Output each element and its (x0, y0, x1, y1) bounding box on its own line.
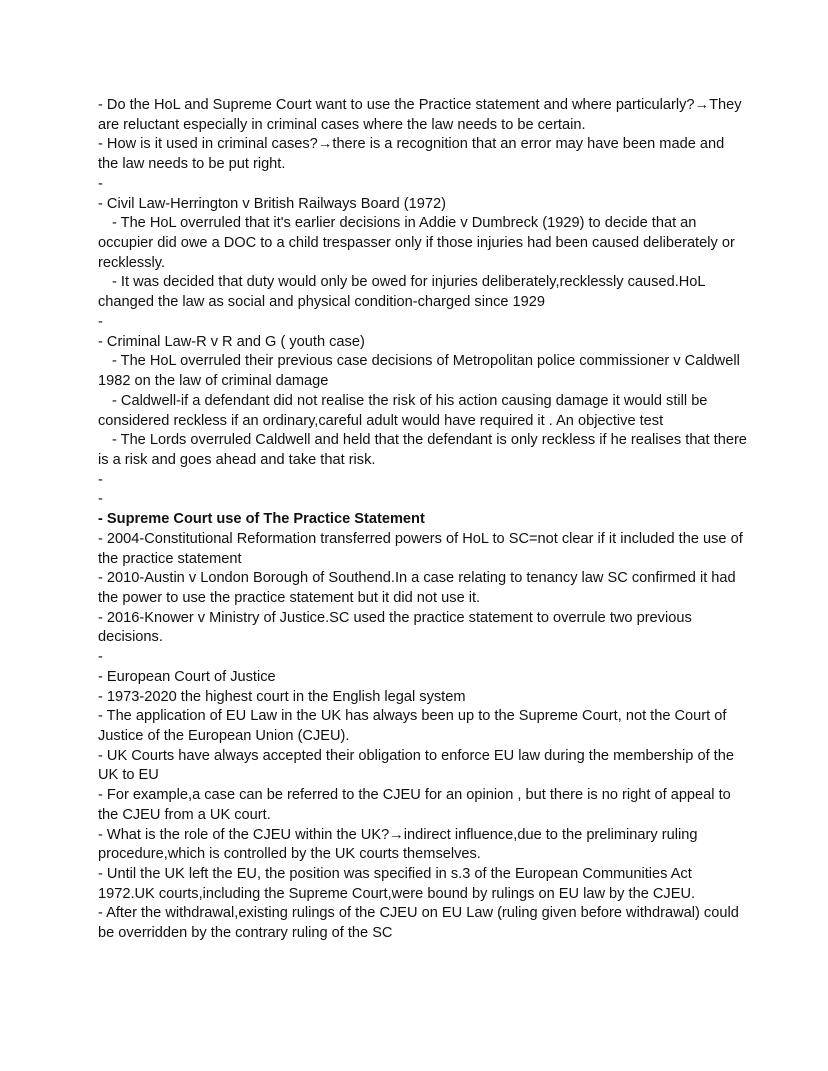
paragraph-referral-example: - For example,a case can be referred to the CJEU for an opinion , but there is no right of appeal to the CJEU from a UK court. (98, 787, 731, 823)
paragraph-cjeu-role: - What is the role of the CJEU within the UK?→indirect influence,due to the preliminary ruling procedure,which is controlled by the UK courts themselves. (98, 826, 698, 863)
paragraph-practice-statement-question: - Do the HoL and Supreme Court want to use the Practice statement and where particularly?→They are reluctant especially in criminal cases where the law needs to be certain. (98, 97, 742, 133)
paragraph-2004-reform: - 2004-Constitutional Reformation transferred powers of HoL to SC=not clear if it included the use of the practice statement (98, 530, 743, 567)
paragraph-separator: - (98, 491, 103, 508)
paragraph-eu-law-application: - The application of EU Law in the UK has always been up to the Supreme Court, not the Court of Justice of the European Union (CJEU). (98, 708, 727, 744)
paragraph-2010-austin: - 2010-Austin v London Borough of Southend.In a case relating to tenancy law SC confirmed it had the power to use the practice statement but it did not use it. (98, 570, 736, 606)
paragraph-civil-law-detail-2: - It was decided that duty would only be owed for injuries deliberately,recklessly caused.HoL changed the law as social and physical condition-charged since 1929 (98, 274, 705, 311)
paragraph-separator: - (98, 175, 103, 192)
paragraph-civil-law-heading: - Civil Law-Herrington v British Railways Board (1972) (98, 195, 446, 212)
paragraph-criminal-law-heading: - Criminal Law-R v R and G ( youth case) (98, 333, 365, 350)
paragraph-separator: - (98, 313, 103, 330)
paragraph-after-withdrawal: - After the withdrawal,existing rulings of the CJEU on EU Law (ruling given before withdrawal) could be overridden by the contrary ruling of the SC (98, 905, 739, 942)
paragraph-uk-courts-obligation: - UK Courts have always accepted their obligation to enforce EU law during the membership of the UK to EU (98, 747, 734, 784)
paragraph-civil-law-detail-1: - The HoL overruled that it's earlier decisions in Addie v Dumbreck (1929) to decide that an occupier did owe a DOC to a child trespasser only if those injuries had been caused deliberately or recklessly. (98, 215, 735, 271)
paragraph-1973-2020: - 1973-2020 the highest court in the English legal system (98, 688, 466, 705)
section-heading-supreme-court: - Supreme Court use of The Practice Statement (98, 511, 425, 528)
paragraph-2016-knower: - 2016-Knower v Ministry of Justice.SC used the practice statement to overrule two previous decisions. (98, 609, 692, 646)
paragraph-ecj-heading: - European Court of Justice (98, 668, 276, 685)
document-page (98, 96, 748, 944)
paragraph-criminal-law-detail-1: - The HoL overruled their previous case decisions of Metropolitan police commissioner v Caldwell 1982 on the law of criminal damage (98, 353, 740, 390)
paragraph-criminal-law-detail-3: - The Lords overruled Caldwell and held that the defendant is only reckless if he realises that there is a risk and goes ahead and take that risk. (98, 432, 747, 468)
paragraph-criminal-cases-question: - How is it used in criminal cases?→there is a recognition that an error may have been made and the law needs to be put right. (98, 136, 725, 173)
paragraph-separator: - (98, 649, 103, 666)
paragraph-criminal-law-detail-2: - Caldwell-if a defendant did not realise the risk of his action causing damage it would still be considered reckless if an ordinary,careful adult would have required it . An objective test (98, 392, 708, 429)
paragraph-eca-1972: - Until the UK left the EU, the position was specified in s.3 of the European Communities Act 1972.UK courts,including the Supreme Court,were bound by rulings on EU law by the CJEU. (98, 866, 696, 902)
paragraph-separator: - (98, 471, 103, 488)
